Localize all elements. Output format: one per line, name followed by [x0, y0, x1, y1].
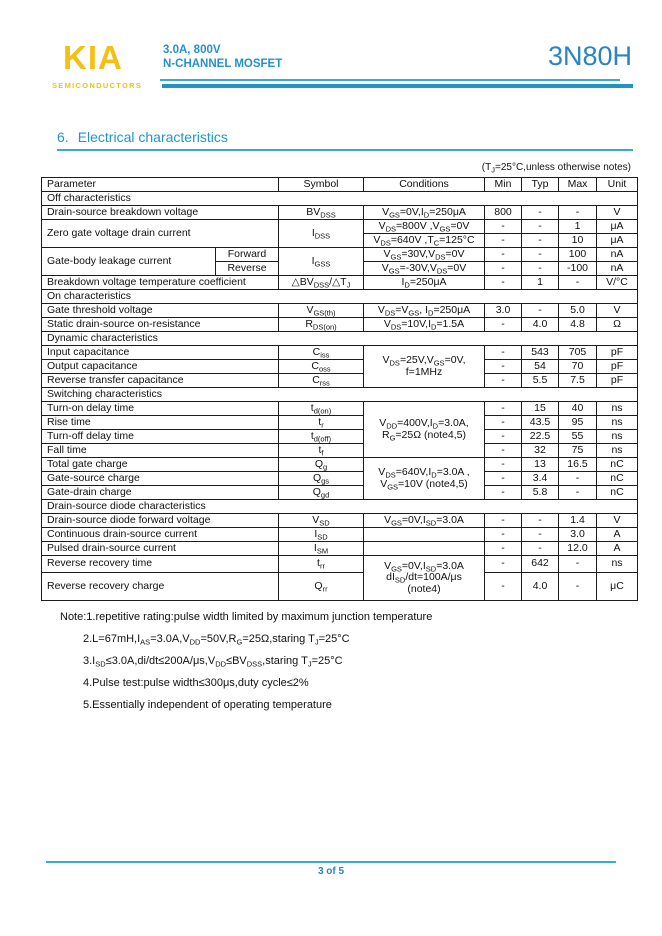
param-cell: Gate-drain charge: [42, 486, 279, 500]
max-cell: 75: [559, 444, 597, 458]
unit-cell: A: [597, 528, 638, 542]
typ-cell: 54: [522, 360, 559, 374]
cond-cell: $V_{DS}=800V$ $,V_{GS}=0V$: [364, 220, 485, 234]
max-cell: -: [559, 556, 597, 573]
typ-cell: -: [522, 220, 559, 234]
max-cell: -: [559, 206, 597, 220]
col-header-parameter: Parameter: [42, 178, 279, 192]
cond-cell: $V_{DS}=640V,I_D=3.0A$ , $V_{GS}=10V$ (note4,5): [364, 458, 485, 500]
note-2: $2.L=67mH,I_{AS}=3.0A,V_{DD}=50V,R_G=25\Omega,staring$ $T_J=25^\circ C$: [83, 633, 350, 647]
unit-cell: V/°C: [597, 276, 638, 290]
typ-cell: 1: [522, 276, 559, 290]
col-header-typ: Typ: [522, 178, 559, 192]
param-cell: Drain-source diode forward voltage: [42, 514, 279, 528]
min-cell: -: [485, 542, 522, 556]
min-cell: -: [485, 374, 522, 388]
param-cell: Static drain-source on-resistance: [42, 318, 279, 332]
param-cell: Rise time: [42, 416, 279, 430]
symbol-cell: $Q_{rr}$: [279, 573, 364, 601]
unit-cell: μC: [597, 573, 638, 601]
table-row: [42, 374, 638, 388]
section-row-on: [42, 290, 638, 304]
param-cell: Gate-body leakage current: [42, 248, 216, 276]
typ-cell: 543: [522, 346, 559, 360]
table-row: [42, 402, 638, 416]
max-cell: -: [559, 486, 597, 500]
param-cell: Drain-source breakdown voltage: [42, 206, 279, 220]
unit-cell: V: [597, 206, 638, 220]
min-cell: -: [485, 234, 522, 248]
mode-cell: Reverse: [216, 262, 279, 276]
unit-cell: nC: [597, 486, 638, 500]
unit-cell: pF: [597, 360, 638, 374]
notes-block: [60, 606, 432, 716]
cond-cell: $V_{GS}=0V,I_{SD}=3.0A$ $dI_{SD}/dt=100A/\mu s$ (note4): [364, 556, 485, 601]
typ-cell: -: [522, 542, 559, 556]
cond-cell: $V_{DS}=640V$ $,T_C=125^\circ C$: [364, 234, 485, 248]
section-name: Electrical characteristics: [77, 129, 228, 145]
param-cell: Fall time: [42, 444, 279, 458]
typ-cell: -: [522, 206, 559, 220]
unit-cell: ns: [597, 556, 638, 573]
min-cell: 3.0: [485, 304, 522, 318]
cond-cell: $V_{GS}=0V,I_D=250\mu A$: [364, 206, 485, 220]
section-title: [57, 129, 633, 151]
cond-cell: $V_{DD}=400V,I_D=3.0A$, $R_G=25\Omega$ (note4,5): [364, 402, 485, 458]
typ-cell: 32: [522, 444, 559, 458]
typ-cell: 43.5: [522, 416, 559, 430]
header-rule-thin: [160, 79, 620, 81]
unit-cell: nA: [597, 262, 638, 276]
table-row: [42, 528, 638, 542]
cond-cell: $V_{DS}=V_{GS}$, $I_D=250\mu A$: [364, 304, 485, 318]
table-row: [42, 346, 638, 360]
min-cell: -: [485, 472, 522, 486]
col-header-min: Min: [485, 178, 522, 192]
note-1: Note:1.repetitive rating:pulse width limited by maximum junction temperature: [60, 611, 433, 623]
max-cell: 705: [559, 346, 597, 360]
electrical-characteristics-table: [41, 177, 638, 601]
param-cell: Reverse recovery charge: [42, 573, 279, 601]
min-cell: -: [485, 556, 522, 573]
max-cell: 55: [559, 430, 597, 444]
table-row: [42, 573, 638, 601]
typ-cell: 13: [522, 458, 559, 472]
cond-cell-empty: [364, 542, 485, 556]
typ-cell: -: [522, 514, 559, 528]
max-cell: 100: [559, 248, 597, 262]
max-cell: 1.4: [559, 514, 597, 528]
param-cell: Turn-off delay time: [42, 430, 279, 444]
min-cell: -: [485, 573, 522, 601]
table-row: [42, 486, 638, 500]
param-cell: Breakdown voltage temperature coefficient: [42, 276, 279, 290]
unit-cell: nC: [597, 472, 638, 486]
col-header-symbol: Symbol: [279, 178, 364, 192]
min-cell: -: [485, 528, 522, 542]
param-cell: Pulsed drain-source current: [42, 542, 279, 556]
symbol-cell: $\triangle BV_{DSS}/\triangle T_J$: [279, 276, 364, 290]
unit-cell: V: [597, 304, 638, 318]
symbol-cell: $V_{SD}$: [279, 514, 364, 528]
symbol-cell: $I_{GSS}$: [279, 248, 364, 276]
min-cell: -: [485, 458, 522, 472]
max-cell: -: [559, 472, 597, 486]
table-row: [42, 220, 638, 234]
max-cell: 12.0: [559, 542, 597, 556]
section-label: On characteristics: [42, 290, 638, 304]
page-number: 3 of 5: [317, 866, 345, 877]
col-header-max: Max: [559, 178, 597, 192]
unit-cell: ns: [597, 416, 638, 430]
param-cell: Input capacitance: [42, 346, 279, 360]
section-row-switching: [42, 388, 638, 402]
symbol-cell: $I_{SM}$: [279, 542, 364, 556]
max-cell: 95: [559, 416, 597, 430]
unit-cell: A: [597, 542, 638, 556]
max-cell: 10: [559, 234, 597, 248]
typ-cell: 3.4: [522, 472, 559, 486]
symbol-cell: $I_{DSS}$: [279, 220, 364, 248]
unit-cell: ns: [597, 430, 638, 444]
min-cell: -: [485, 262, 522, 276]
max-cell: -: [559, 573, 597, 601]
symbol-cell: $C_{iss}$: [279, 346, 364, 360]
cond-cell: $V_{GS}=-30V,V_{DS}=0V$: [364, 262, 485, 276]
symbol-cell: $C_{rss}$: [279, 374, 364, 388]
typ-cell: -: [522, 262, 559, 276]
note-4: 4.Pulse test:pulse width≤300μs,duty cycle≤2%: [83, 677, 309, 689]
max-cell: 16.5: [559, 458, 597, 472]
symbol-cell: $R_{DS(on)}$: [279, 318, 364, 332]
section-row-off: [42, 192, 638, 206]
max-cell: 7.5: [559, 374, 597, 388]
cond-cell: $V_{DS}=25V,V_{GS}=0V$, f=1MHz: [364, 346, 485, 388]
typ-cell: 4.0: [522, 318, 559, 332]
symbol-cell: $BV_{DSS}$: [279, 206, 364, 220]
max-cell: -: [559, 276, 597, 290]
section-label: Switching characteristics: [42, 388, 638, 402]
symbol-cell: $Q_{gd}$: [279, 486, 364, 500]
typ-cell: 5.8: [522, 486, 559, 500]
table-row: [42, 458, 638, 472]
col-header-unit: Unit: [597, 178, 638, 192]
min-cell: -: [485, 360, 522, 374]
device-type: N-CHANNEL MOSFET: [163, 58, 283, 70]
symbol-cell: $I_{SD}$: [279, 528, 364, 542]
symbol-cell: $V_{GS(th)}$: [279, 304, 364, 318]
param-cell: Gate-source charge: [42, 472, 279, 486]
unit-cell: pF: [597, 346, 638, 360]
min-cell: -: [485, 318, 522, 332]
min-cell: -: [485, 248, 522, 262]
footer-rule: [46, 861, 616, 863]
device-summary: [163, 43, 282, 71]
param-cell: Total gate charge: [42, 458, 279, 472]
min-cell: -: [485, 444, 522, 458]
symbol-cell: $Q_{gs}$: [279, 472, 364, 486]
typ-cell: 642: [522, 556, 559, 573]
min-cell: -: [485, 220, 522, 234]
max-cell: -100: [559, 262, 597, 276]
part-number: 3N80H: [547, 41, 632, 71]
param-cell: Reverse recovery time: [42, 556, 279, 573]
min-cell: -: [485, 402, 522, 416]
unit-cell: μA: [597, 234, 638, 248]
symbol-cell: $C_{oss}$: [279, 360, 364, 374]
kia-logo: KIA: [63, 39, 123, 76]
cond-cell: $V_{DS}=10V,I_D=1.5A$: [364, 318, 485, 332]
semiconductors-label: SEMICONDUCTORS: [52, 81, 143, 90]
typ-cell: 5.5: [522, 374, 559, 388]
max-cell: 40: [559, 402, 597, 416]
unit-cell: nC: [597, 458, 638, 472]
unit-cell: ns: [597, 444, 638, 458]
cond-cell: $V_{GS}=0V,I_{SD}=3.0A$: [364, 514, 485, 528]
min-cell: -: [485, 430, 522, 444]
header-rule-thick: [162, 84, 633, 88]
section-label: Drain-source diode characteristics: [42, 500, 638, 514]
table-row: [42, 276, 638, 290]
table-header-row: [42, 178, 638, 192]
table-row: [42, 444, 638, 458]
unit-cell: ns: [597, 402, 638, 416]
symbol-cell: $t_r$: [279, 416, 364, 430]
min-cell: 800: [485, 206, 522, 220]
cond-cell-empty: [364, 528, 485, 542]
table-row: [42, 556, 638, 573]
cond-cell: $V_{GS}=30V,V_{DS}=0V$: [364, 248, 485, 262]
table-row: [42, 472, 638, 486]
typ-cell: 4.0: [522, 573, 559, 601]
max-cell: 5.0: [559, 304, 597, 318]
mode-cell: Forward: [216, 248, 279, 262]
param-cell: Output capacitance: [42, 360, 279, 374]
min-cell: -: [485, 514, 522, 528]
table-row: [42, 416, 638, 430]
symbol-cell: $t_{rr}$: [279, 556, 364, 573]
param-cell: Zero gate voltage drain current: [42, 220, 279, 248]
max-cell: 1: [559, 220, 597, 234]
param-cell: Continuous drain-source current: [42, 528, 279, 542]
table-row: [42, 248, 638, 262]
param-cell: Gate threshold voltage: [42, 304, 279, 318]
unit-cell: V: [597, 514, 638, 528]
note-5: 5.Essentially independent of operating temperature: [83, 699, 332, 711]
symbol-cell: $Q_g$: [279, 458, 364, 472]
typ-cell: -: [522, 248, 559, 262]
param-cell: Turn-on delay time: [42, 402, 279, 416]
section-label: Off characteristics: [42, 192, 638, 206]
unit-cell: pF: [597, 374, 638, 388]
max-cell: 4.8: [559, 318, 597, 332]
typ-cell: 22.5: [522, 430, 559, 444]
section-number: 6.: [57, 129, 69, 145]
device-rating: 3.0A, 800V: [163, 44, 221, 56]
symbol-cell: $t_f$: [279, 444, 364, 458]
symbol-cell: $t_{d(on)}$: [279, 402, 364, 416]
section-label: Dynamic characteristics: [42, 332, 638, 346]
table-row: [42, 430, 638, 444]
unit-cell: nA: [597, 248, 638, 262]
table-row: [42, 304, 638, 318]
min-cell: -: [485, 416, 522, 430]
table-row: [42, 514, 638, 528]
section-row-dynamic: [42, 332, 638, 346]
symbol-cell: $t_{d(off)}$: [279, 430, 364, 444]
min-cell: -: [485, 276, 522, 290]
typ-cell: -: [522, 234, 559, 248]
table-condition-note: ($T_J=25^\circ C,unless$ otherwise notes): [481, 162, 631, 175]
table-row: [42, 206, 638, 220]
note-3: $3.I_{SD}\le 3.0A,di/dt\le 200A/\mu s,V_{DD}\le BV_{DSS},staring$ $T_J=25^\circ C$: [83, 655, 343, 669]
cond-cell: $I_D=250\mu A$: [364, 276, 485, 290]
param-cell: Reverse transfer capacitance: [42, 374, 279, 388]
unit-cell: Ω: [597, 318, 638, 332]
section-row-diode: [42, 500, 638, 514]
unit-cell: μA: [597, 220, 638, 234]
table-row: [42, 542, 638, 556]
max-cell: 3.0: [559, 528, 597, 542]
min-cell: -: [485, 346, 522, 360]
typ-cell: -: [522, 304, 559, 318]
min-cell: -: [485, 486, 522, 500]
col-header-conditions: Conditions: [364, 178, 485, 192]
typ-cell: 15: [522, 402, 559, 416]
table-row: [42, 360, 638, 374]
table-row: [42, 318, 638, 332]
max-cell: 70: [559, 360, 597, 374]
typ-cell: -: [522, 528, 559, 542]
